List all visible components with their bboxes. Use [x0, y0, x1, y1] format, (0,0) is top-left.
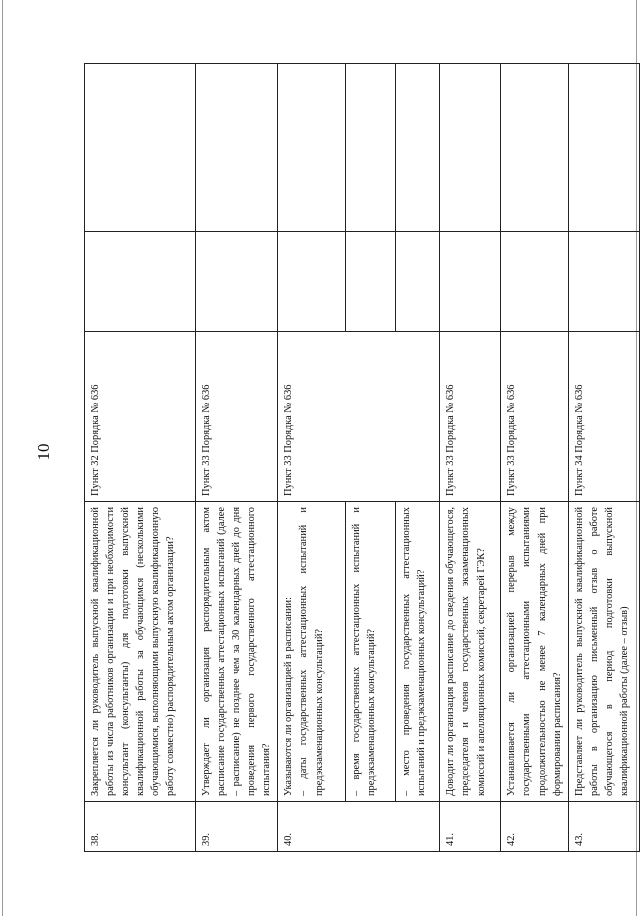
- answer-cell: [568, 232, 639, 332]
- checklist-table: [84, 63, 640, 852]
- row-number: 40.: [278, 802, 440, 852]
- note-cell: [196, 64, 278, 232]
- row-number: 43.: [568, 802, 639, 852]
- question-text: Доводит ли организация расписание до сведения обучающегося, председателя и членов государственных экзаменационных комиссий и апелляционных комиссий, секретарей ГЭК?: [440, 502, 501, 802]
- note-cell: [396, 64, 440, 232]
- rotated-checklist: [84, 64, 630, 852]
- table-row: [501, 64, 568, 852]
- note-cell: [440, 64, 501, 232]
- question-text: Закрепляется ли руководитель выпускной квалификационной работы из числа работников организации и при необходимости консультант (консультанты) для подготовки выпускной квалификационной работы за обучающимся (несколькими обучающимися, выполняющими выпускную квалификационную работу совместно) распорядительным актом организации?: [85, 502, 196, 802]
- row-number: 39.: [196, 802, 278, 852]
- question-text: Утверждает ли организация распорядительным актом расписание государственных аттестационных испытаний (далее – расписание) не позднее чем за 30 календарных дней до дня проведения первого государственного аттестационного испытания?: [196, 502, 278, 802]
- table-row: [196, 64, 278, 852]
- question-text: [278, 502, 346, 802]
- page-edge-left: [2, 0, 3, 916]
- table-row: [568, 64, 639, 852]
- question-text: Устанавливается ли организацией перерыв между государственными аттестационными испытаниями продолжительностью не менее 7 календарных дней при формировании расписания?: [501, 502, 568, 802]
- row-number: 42.: [501, 802, 568, 852]
- legal-reference: Пункт 33 Порядка № 636: [440, 332, 501, 502]
- legal-reference: Пункт 32 Порядка № 636: [85, 332, 196, 502]
- page-number: 10: [34, 443, 53, 461]
- note-cell: [85, 64, 196, 232]
- row-number: 41.: [440, 802, 501, 852]
- question-text: Представляет ли руководитель выпускной квалификационной работы в организацию письменный отзыв о работе обучающегося в период подготовки выпускной квалификационной работы (далее – отзыв): [568, 502, 639, 802]
- table-row: [85, 64, 196, 852]
- answer-cell: [85, 232, 196, 332]
- answer-cell: [396, 232, 440, 332]
- question-intro: Указываются ли организацией в расписании:: [283, 597, 295, 796]
- legal-reference: Пункт 33 Порядка № 636: [501, 332, 568, 502]
- answer-cell: [346, 232, 396, 332]
- question-subitem-place: – место проведения государственных аттестационных испытаний и предэкзаменационных консультаций?: [396, 502, 440, 802]
- legal-reference: Пункт 33 Порядка № 636: [278, 332, 440, 502]
- table-row: [278, 64, 346, 852]
- note-cell: [568, 64, 639, 232]
- answer-cell: [278, 232, 346, 332]
- note-cell: [278, 64, 346, 232]
- note-cell: [346, 64, 396, 232]
- answer-cell: [501, 232, 568, 332]
- legal-reference: Пункт 33 Порядка № 636: [196, 332, 278, 502]
- note-cell: [501, 64, 568, 232]
- legal-reference: Пункт 34 Порядка № 636: [568, 332, 639, 502]
- table-row: [440, 64, 501, 852]
- question-subitem-time: – время государственных аттестационных испытаний и предэкзаменационных консультаций?: [346, 502, 396, 802]
- question-subitem-dates: – даты государственных аттестационных испытаний и предэкзаменационных консультаций?: [298, 507, 325, 796]
- answer-cell: [196, 232, 278, 332]
- row-number: 38.: [85, 802, 196, 852]
- answer-cell: [440, 232, 501, 332]
